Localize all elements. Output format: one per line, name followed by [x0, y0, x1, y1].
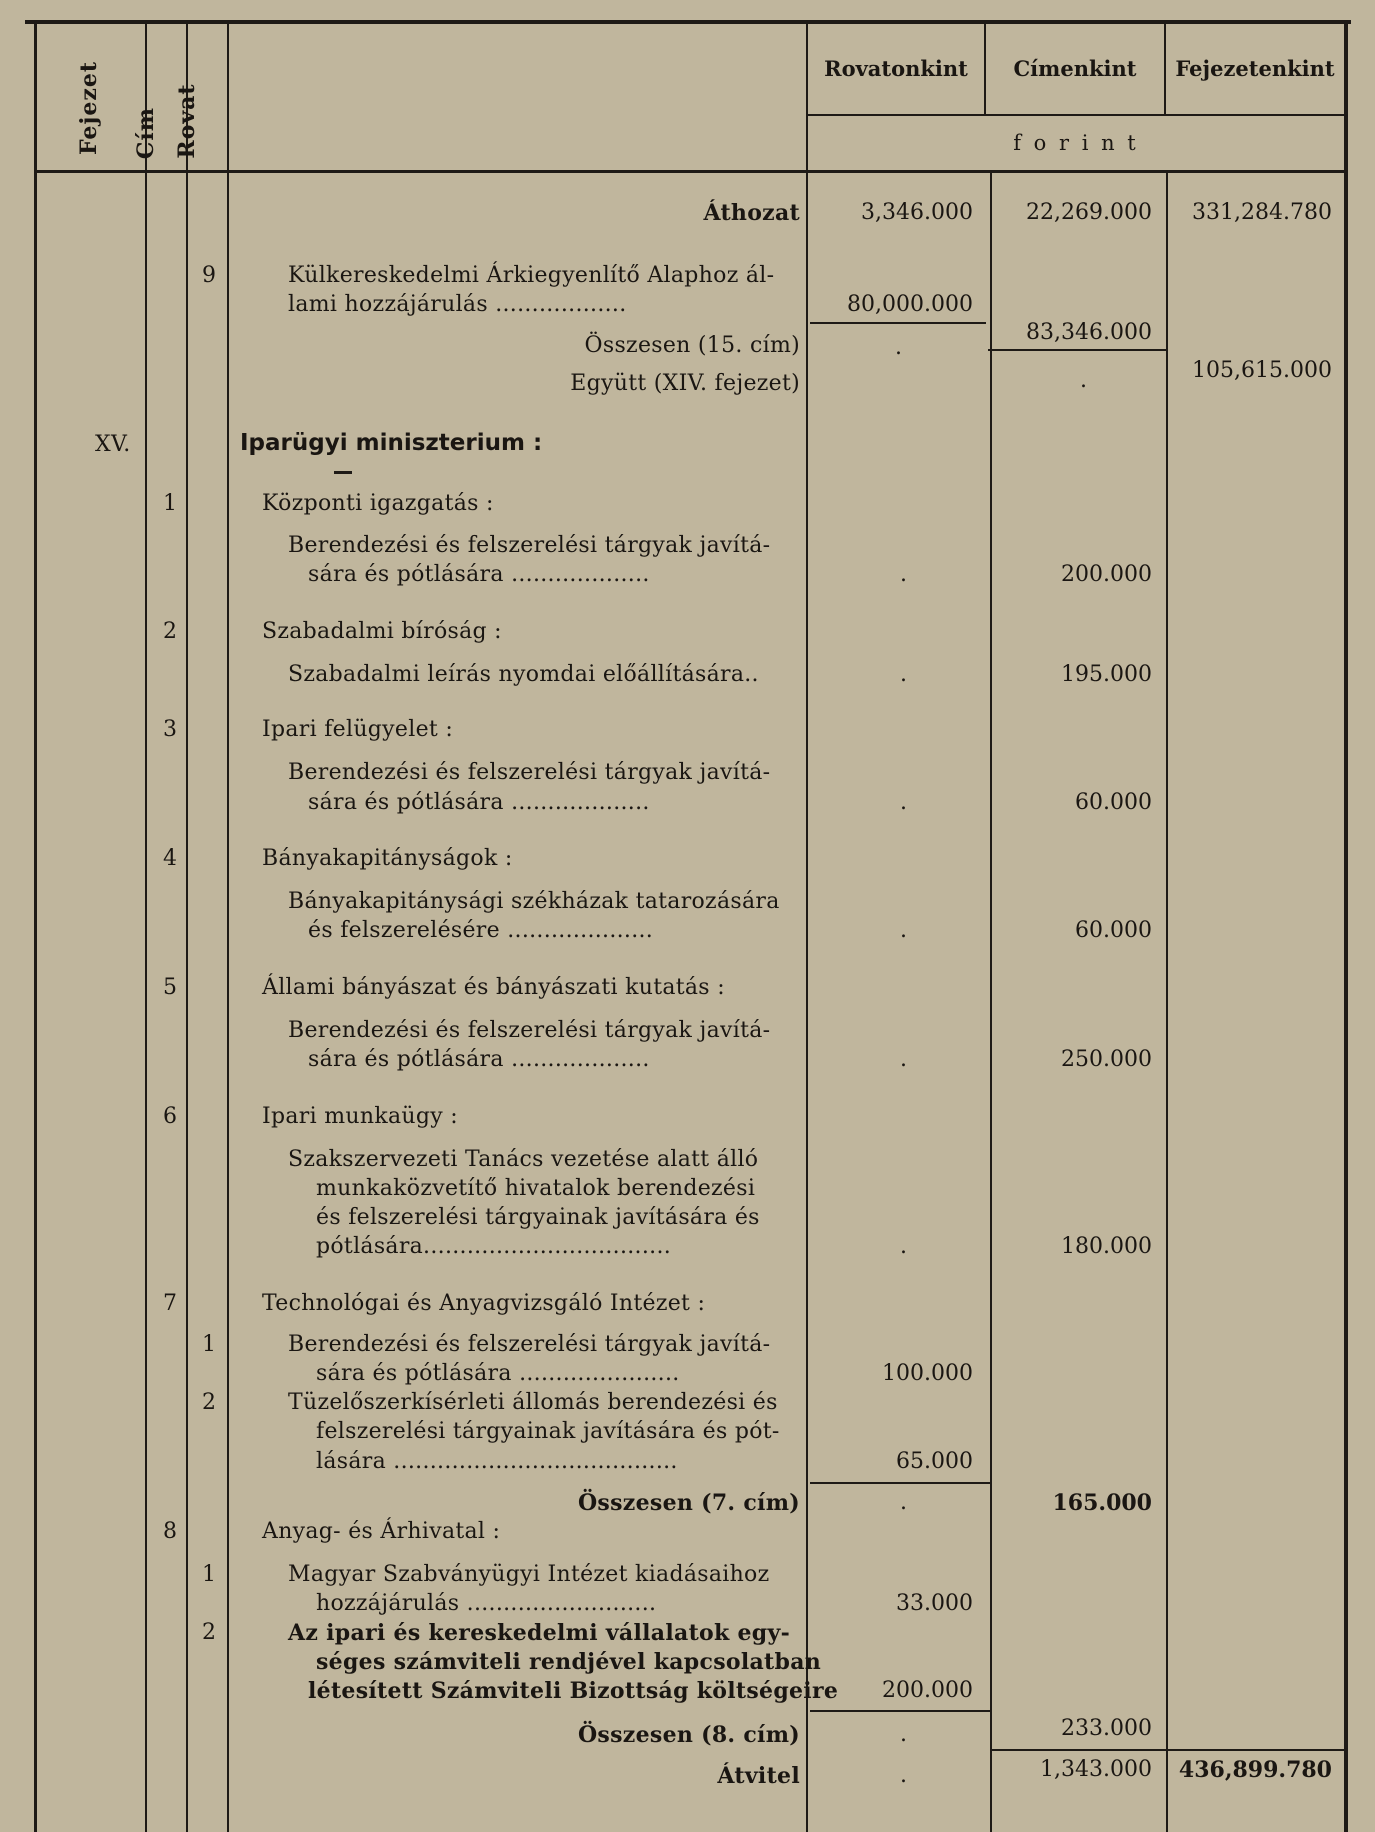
title-5-number: 5 — [163, 975, 178, 1000]
title-7-rovat-1-number: 1 — [202, 1332, 217, 1357]
title-4-line1: Bányakapitánysági székházak tatarozására — [288, 889, 780, 914]
header-cim: Cím — [133, 106, 159, 160]
title-1-number: 1 — [163, 491, 178, 516]
title-7-rovat-2-line1: Tüzelőszerkísérleti állomás berendezési és — [288, 1390, 778, 1415]
rule-under-osszesen-15 — [988, 349, 1166, 351]
title-8-rovat-1-line2: hozzájárulás .......................... — [316, 1591, 657, 1616]
rovat-9-line2: lami hozzájárulás .................. — [288, 292, 627, 317]
title-4-number: 4 — [163, 846, 178, 871]
athozat-rovat: 3,346.000 — [861, 200, 973, 225]
rovat-9-value: 80,000.000 — [847, 292, 973, 317]
osszesen-15-value: 83,346.000 — [1026, 320, 1152, 345]
title-6-line1: Szakszervezeti Tanács vezetése alatt álló — [288, 1147, 759, 1172]
title-1-line2: sára és pótlására ................... — [308, 562, 650, 587]
egyutt-14-label: Együtt (XIV. fejezet) — [570, 371, 800, 396]
title-6-dot: . — [900, 1234, 907, 1259]
title-8-rovat-2-line2: séges számviteli rendjével kapcsolatban — [316, 1649, 822, 1675]
header-unit: f o r i n t — [1013, 131, 1139, 155]
title-7-rovat-2-value: 65.000 — [896, 1449, 973, 1474]
title-2-number: 2 — [163, 619, 178, 644]
title-2-line1: Szabadalmi leírás nyomdai előállítására.. — [288, 662, 759, 687]
chapter-dash — [334, 471, 352, 474]
title-8-rovat-2-line3: létesített Számviteli Bizottság költségeire — [308, 1678, 839, 1704]
divider-fejezet-cim — [145, 22, 147, 1832]
title-2-value: 195.000 — [1061, 662, 1152, 687]
title-1-dot: . — [900, 562, 907, 587]
athozat-cim: 22,269.000 — [1026, 200, 1152, 225]
rule-above-atvitel — [992, 1749, 1346, 1751]
title-7-rovat-1-value: 100.000 — [882, 1361, 973, 1386]
title-2-dot: . — [900, 662, 907, 687]
chapter-15-number: XV. — [95, 432, 131, 457]
title-4-line2: és felszerelésére .................... — [308, 918, 654, 943]
divider-text-numbers — [806, 22, 808, 1832]
atvitel-dot: . — [900, 1763, 907, 1788]
title-8-rovat-2-line1: Az ipari és kereskedelmi vállalatok egy- — [288, 1620, 791, 1646]
title-7-rovat-2-number: 2 — [202, 1390, 217, 1415]
title-7-rovat-1-line2: sára és pótlására ...................... — [316, 1361, 680, 1386]
title-3-line2: sára és pótlására ................... — [308, 790, 650, 815]
title-7-rovat-2-line3: lására ....................................... — [316, 1449, 678, 1474]
top-border — [25, 20, 1351, 24]
title-1-heading: Központi igazgatás : — [262, 491, 494, 516]
egyutt-14-value: 105,615.000 — [1192, 358, 1332, 383]
athozat-fejezet: 331,284.780 — [1192, 200, 1332, 225]
osszesen-15-label: Összesen (15. cím) — [584, 333, 800, 358]
title-3-value: 60.000 — [1075, 790, 1152, 815]
left-border — [34, 20, 37, 1832]
egyutt-14-dot: . — [1080, 368, 1087, 393]
title-3-heading: Ipari felügyelet : — [262, 717, 454, 742]
title-8-total-value: 233.000 — [1061, 1716, 1152, 1741]
title-6-value: 180.000 — [1061, 1234, 1152, 1259]
rule-under-title-8 — [810, 1710, 990, 1712]
title-3-line1: Berendezési és felszerelési tárgyak javítá- — [288, 760, 771, 785]
atvitel-fejezet: 436,899.780 — [1178, 1757, 1332, 1783]
header-mid-rule — [806, 114, 1346, 116]
header-cimenkint: Címenkint — [1013, 56, 1137, 81]
title-7-total-label: Összesen (7. cím) — [577, 1490, 800, 1516]
title-6-line2: munkaközvetítő hivatalok berendezési — [316, 1176, 756, 1201]
title-6-line4: pótlására.................................. — [316, 1234, 672, 1259]
title-7-heading: Technológai és Anyagvizsgáló Intézet : — [262, 1291, 706, 1316]
header-fejezet: Fejezet — [76, 60, 102, 156]
title-8-total-label: Összesen (8. cím) — [577, 1722, 800, 1748]
athozat-label: Áthozat — [703, 200, 800, 226]
title-5-heading: Állami bányászat és bányászati kutatás : — [262, 975, 725, 1000]
rule-under-rovat-9 — [810, 322, 986, 324]
title-8-number: 8 — [163, 1519, 178, 1544]
divider-cim-rovat — [186, 22, 188, 1832]
title-4-heading: Bányakapitányságok : — [262, 846, 513, 871]
title-3-number: 3 — [163, 717, 178, 742]
title-4-dot: . — [900, 918, 907, 943]
rovat-9-number: 9 — [202, 263, 217, 288]
title-8-total-dot: . — [900, 1722, 907, 1747]
title-7-total-dot: . — [900, 1490, 907, 1515]
divider-rovatonkint-cimenkint-body — [990, 172, 992, 1832]
header-rovat: Rovat — [174, 83, 200, 159]
title-5-dot: . — [900, 1047, 907, 1072]
title-8-rovat-1-number: 1 — [202, 1562, 217, 1587]
atvitel-label: Átvitel — [717, 1763, 800, 1789]
title-4-value: 60.000 — [1075, 918, 1152, 943]
title-3-dot: . — [900, 790, 907, 815]
title-1-line1: Berendezési és felszerelési tárgyak javítá- — [288, 533, 771, 558]
title-5-line2: sára és pótlására ................... — [308, 1047, 650, 1072]
title-8-rovat-2-value: 200.000 — [882, 1678, 973, 1703]
divider-rovat-text — [227, 22, 229, 1832]
title-6-number: 6 — [163, 1104, 178, 1129]
title-8-rovat-1-line1: Magyar Szabványügyi Intézet kiadásaihoz — [288, 1562, 770, 1587]
title-1-value: 200.000 — [1061, 562, 1152, 587]
rovat-9-line1: Külkereskedelmi Árkiegyenlítő Alaphoz ál- — [288, 263, 775, 288]
title-8-rovat-2-number: 2 — [202, 1620, 217, 1645]
rule-under-title-7 — [810, 1482, 990, 1484]
title-6-line3: és felszerelési tárgyainak javítására és — [316, 1205, 760, 1230]
title-7-total-value: 165.000 — [1052, 1490, 1152, 1516]
title-7-rovat-1-line1: Berendezési és felszerelési tárgyak javítá- — [288, 1332, 771, 1357]
divider-cimenkint-fejezetenkint-body — [1166, 172, 1168, 1832]
header-rovatonkint: Rovatonkint — [824, 56, 968, 81]
header-fejezetenkint: Fejezetenkint — [1175, 56, 1335, 81]
chapter-15-title: Iparügyi miniszterium : — [240, 430, 543, 456]
title-5-line1: Berendezési és felszerelési tárgyak javítá- — [288, 1018, 771, 1043]
title-7-rovat-2-line2: felszerelési tárgyainak javítására és pót- — [316, 1419, 780, 1444]
osszesen-15-dot: . — [895, 335, 902, 360]
title-5-value: 250.000 — [1061, 1047, 1152, 1072]
right-border — [1344, 20, 1348, 1832]
title-8-heading: Anyag- és Árhivatal : — [262, 1519, 501, 1544]
title-7-number: 7 — [163, 1291, 178, 1316]
title-8-rovat-1-value: 33.000 — [896, 1591, 973, 1616]
header-bottom-rule — [35, 170, 1346, 173]
title-2-heading: Szabadalmi bíróság : — [262, 619, 502, 644]
atvitel-cim: 1,343.000 — [1040, 1757, 1152, 1782]
title-6-heading: Ipari munkaügy : — [262, 1104, 458, 1129]
